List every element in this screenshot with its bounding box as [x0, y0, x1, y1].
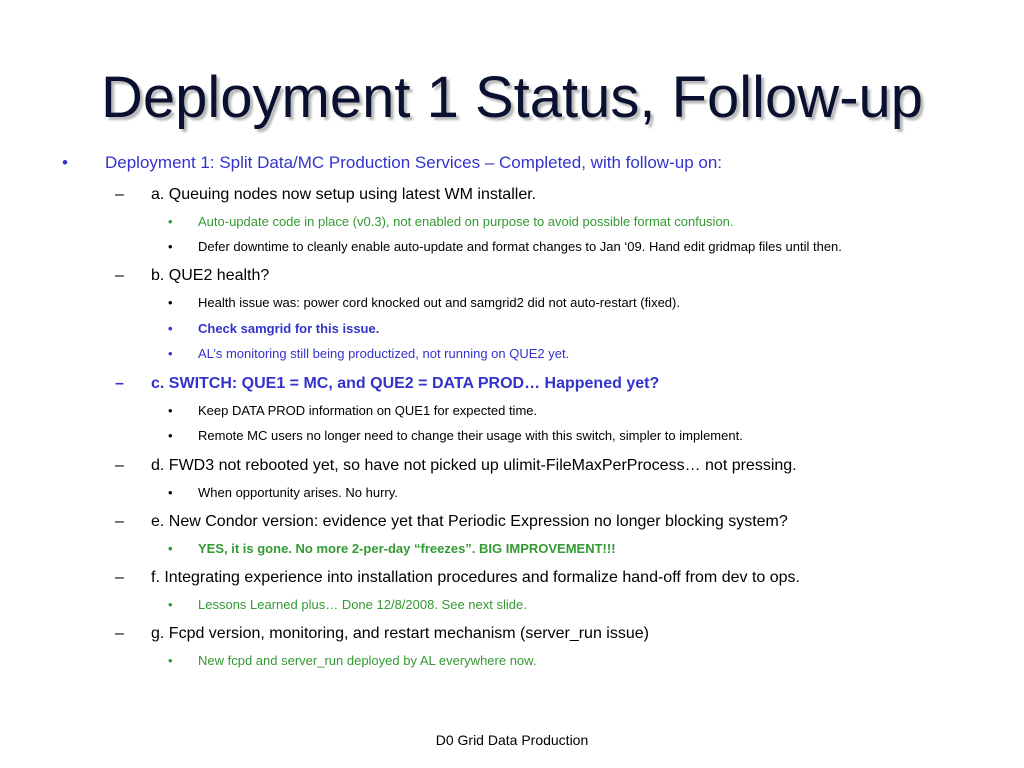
item-c-sub1-bullet: • [168, 403, 173, 418]
item-a-sub1-bullet: • [168, 214, 173, 229]
item-c-sub2-text: Remote MC users no longer need to change their usage with this switch, simpler to implement. [198, 428, 743, 443]
item-a-sub2-bullet: • [168, 239, 173, 254]
item-f-sub1-text: Lessons Learned plus… Done 12/8/2008. See next slide. [198, 597, 527, 612]
main-point-text: Deployment 1: Split Data/MC Production Services – Completed, with follow-up on: [105, 153, 723, 172]
item-b-sub3-bullet: • [168, 346, 173, 361]
item-b-sub2-bullet: • [168, 321, 173, 336]
item-a-text: a. Queuing nodes now setup using latest WM installer. [151, 186, 537, 203]
item-a-sub1-text: Auto-update code in place (v0.3), not enabled on purpose to avoid possible format confusion. [198, 214, 734, 229]
item-e-sub1-text: YES, it is gone. No more 2-per-day “freezes”. BIG IMPROVEMENT!!! [198, 541, 616, 556]
item-e-sub1-bullet: • [168, 541, 173, 556]
item-b-sub3-text: AL’s monitoring still being productized, not running on QUE2 yet. [198, 346, 570, 361]
item-b-sub1-text: Health issue was: power cord knocked out and samgrid2 did not auto-restart (fixed). [198, 295, 680, 310]
item-d-dash: – [115, 457, 124, 474]
item-g-sub1-bullet: • [168, 653, 173, 668]
main-bullet: • [62, 153, 68, 172]
item-c-text: c. SWITCH: QUE1 = MC, and QUE2 = DATA PROD… Happened yet? [151, 375, 660, 392]
slide-title: Deployment 1 Status, Follow-up [100, 65, 924, 130]
item-a-dash: – [115, 186, 124, 203]
item-e-dash: – [115, 513, 124, 530]
item-c-sub2-bullet: • [168, 428, 173, 443]
item-d-sub1-text: When opportunity arises. No hurry. [198, 485, 398, 500]
item-b-dash: – [115, 267, 124, 284]
slide-footer: D0 Grid Data Production [435, 732, 589, 748]
item-f-dash: – [115, 569, 124, 586]
item-f-text: f. Integrating experience into installation procedures and formalize hand-off from dev to ops. [151, 569, 800, 586]
item-d-text: d. FWD3 not rebooted yet, so have not picked up ulimit-FileMaxPerProcess… not pressing. [151, 457, 797, 474]
item-b-sub2-text: Check samgrid for this issue. [198, 321, 380, 336]
item-g-dash: – [115, 625, 124, 642]
item-b-sub1-bullet: • [168, 295, 173, 310]
item-g-sub1-text: New fcpd and server_run deployed by AL everywhere now. [198, 653, 537, 668]
item-g-text: g. Fcpd version, monitoring, and restart mechanism (server_run issue) [151, 625, 649, 642]
item-c-sub1-text: Keep DATA PROD information on QUE1 for expected time. [198, 403, 538, 418]
item-d-sub1-bullet: • [168, 485, 173, 500]
item-f-sub1-bullet: • [168, 597, 173, 612]
item-e-text: e. New Condor version: evidence yet that Periodic Expression no longer blocking system? [151, 513, 788, 530]
item-b-text: b. QUE2 health? [151, 267, 270, 284]
item-a-sub2-text: Defer downtime to cleanly enable auto-update and format changes to Jan ‘09. Hand edit gridmap files until then. [198, 239, 842, 254]
item-c-dash: – [115, 375, 124, 392]
